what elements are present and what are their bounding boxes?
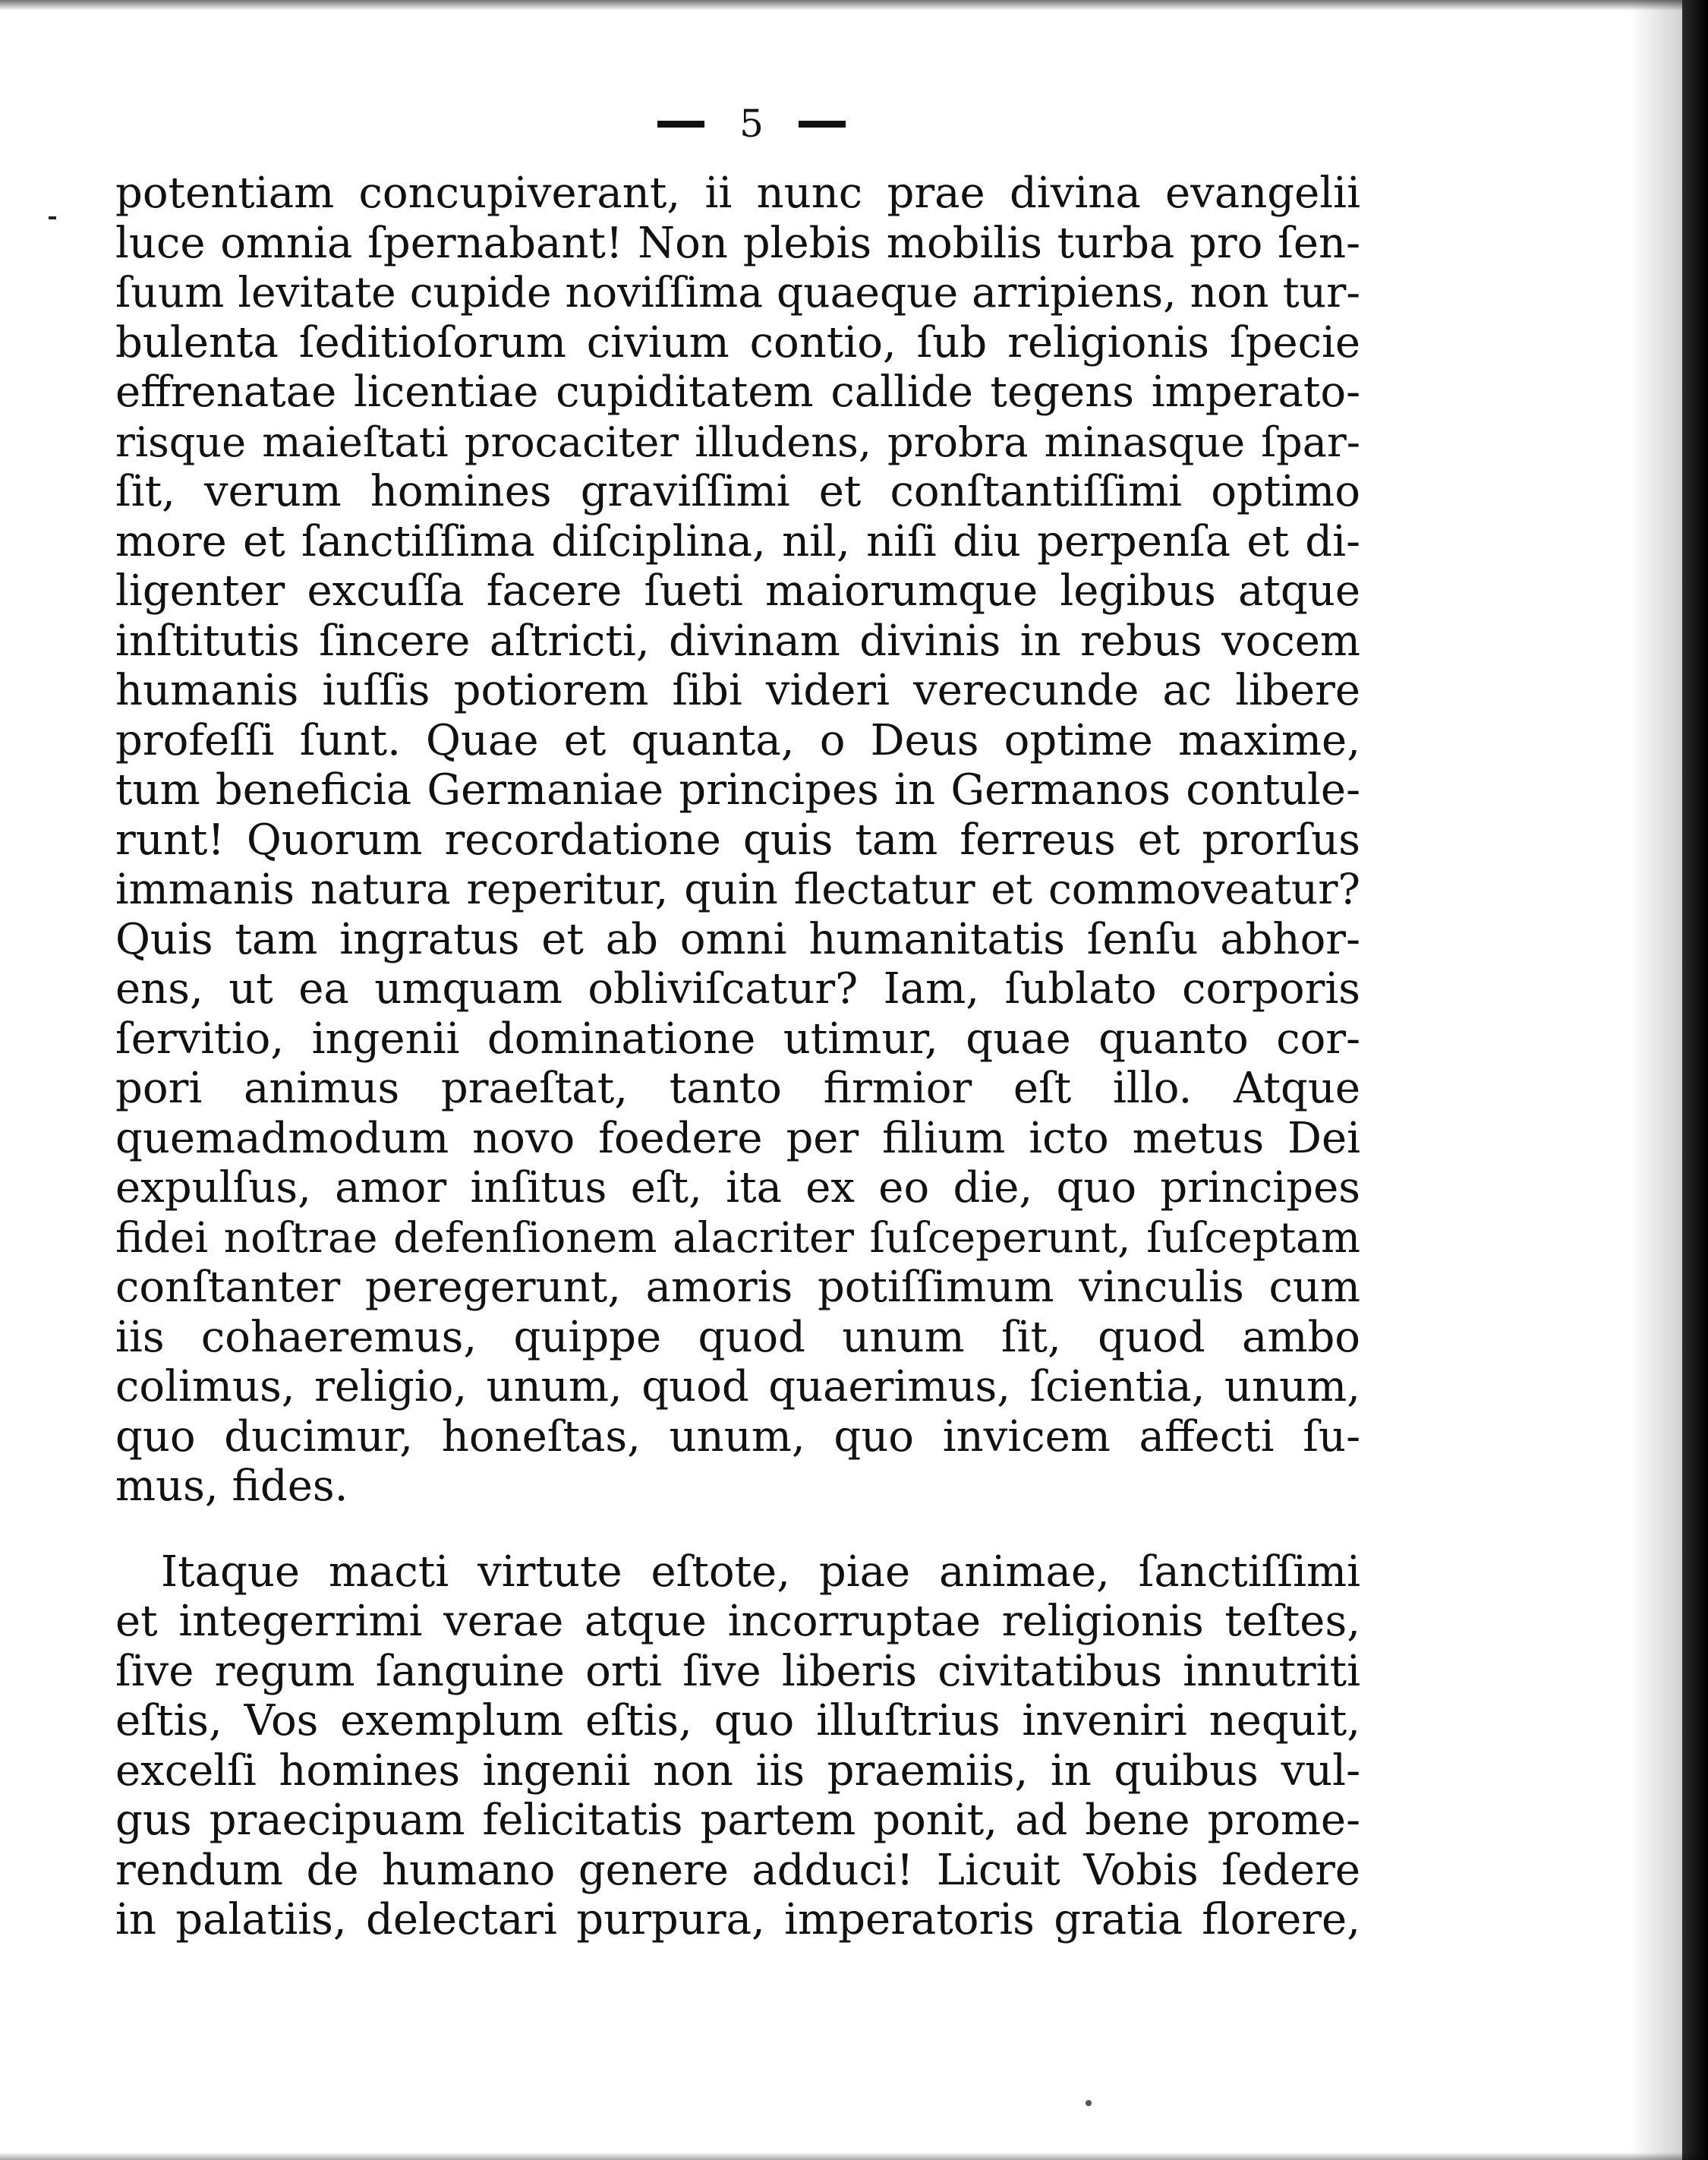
paragraph-2 — [115, 1547, 1360, 1945]
page-number: 5 — [739, 102, 764, 146]
scan-right-shadow — [1629, 0, 1682, 2160]
text-line: et integerrimi verae atque incorruptae religionis teſtes, — [115, 1597, 1360, 1646]
header-dash-left — [657, 121, 704, 128]
text-line: Itaque macti virtute eſtote, piae animae, ſanctiſſimi — [161, 1547, 1360, 1597]
text-line: mus, fides. — [115, 1462, 348, 1511]
body-text — [115, 169, 1360, 1945]
text-line: gus praecipuam felicitatis partem ponit, ad bene prome- — [115, 1796, 1360, 1845]
text-line: ligenter excuſſa facere ſueti maiorumque legibus atque — [115, 566, 1360, 616]
text-line: iis cohaeremus, quippe quod unum ſit, quod ambo — [115, 1312, 1360, 1362]
text-line: eſtis, Vos exemplum eſtis, quo illuſtrius inveniri nequit, — [115, 1696, 1360, 1745]
text-line: potentiam concupiverant, ii nunc prae divina evangelii — [115, 169, 1360, 218]
header-dash-right — [799, 121, 846, 128]
text-line: effrenatae licentiae cupiditatem callide tegens imperato- — [115, 367, 1360, 417]
text-line: ſit, verum homines graviſſimi et conſtantiſſimi optimo — [115, 467, 1360, 516]
text-line: profeſſi ſunt. Quae et quanta, o Deus optime maxime, — [115, 715, 1360, 765]
text-line: ſive regum ſanguine orti ſive liberis civitatibus innutriti — [115, 1646, 1360, 1696]
text-line: quemadmodum novo foedere per filium icto metus Dei — [115, 1113, 1360, 1163]
text-line: rendum de humano genere adduci! Licuit Vobis ſedere — [115, 1845, 1360, 1895]
text-line: inſtitutis ſincere aſtricti, divinam divinis in rebus vocem — [115, 616, 1360, 666]
text-line: humanis iuſſis potiorem ſibi videri verecunde ac libere — [115, 666, 1360, 715]
text-line: Quis tam ingratus et ab omni humanitatis ſenſu abhor- — [115, 914, 1360, 964]
text-line: excelſi homines ingenii non iis praemiis, in quibus vul- — [115, 1745, 1360, 1796]
text-line: ſuum levitate cupide noviſſima quaeque arripiens, non tur- — [115, 268, 1360, 317]
text-line: quo ducimur, honeſtas, unum, quo invicem affecti ſu- — [115, 1411, 1360, 1462]
text-line: ſervitio, ingenii dominatione utimur, quae quanto cor- — [115, 1014, 1360, 1064]
text-line: in palatiis, delectari purpura, imperatoris gratia florere, — [115, 1895, 1360, 1944]
text-line: risque maieſtati procaciter illudens, probra minasque ſpar- — [115, 418, 1360, 466]
text-line: conſtanter peregerunt, amoris potiſſimum vinculis cum — [115, 1263, 1360, 1312]
scan-right-edge — [1682, 0, 1708, 2160]
scan-top-edge — [0, 0, 1708, 11]
scan-bottom-edge — [0, 2152, 1708, 2160]
paper-speck — [1086, 2100, 1092, 2106]
text-line: colimus, religio, unum, quod quaerimus, ſcientia, unum, — [115, 1362, 1360, 1411]
margin-mark — [49, 216, 56, 219]
text-line: expulſus, amor inſitus eſt, ita ex eo die, quo principes — [115, 1163, 1360, 1212]
text-line: runt! Quorum recordatione quis tam ferreus et prorſus — [115, 815, 1360, 865]
text-line: fidei noſtrae defenſionem alacriter ſuſceperunt, ſuſceptam — [115, 1212, 1360, 1262]
text-line: more et ſanctiſſima diſciplina, nil, niſi diu perpenſa et di- — [115, 516, 1360, 566]
text-line: tum beneficia Germaniae principes in Germanos contule- — [115, 765, 1360, 815]
paragraph-1 — [115, 169, 1360, 1512]
text-line: bulenta ſeditioſorum civium contio, ſub religionis ſpecie — [115, 317, 1360, 367]
text-line: immanis natura reperitur, quin flectatur et commoveatur? — [115, 865, 1360, 913]
page-header — [600, 90, 903, 158]
text-line: pori animus praeſtat, tanto firmior eſt illo. Atque — [115, 1064, 1360, 1113]
text-line: luce omnia ſpernabant! Non plebis mobilis turba pro ſen- — [115, 218, 1360, 268]
text-line: ens, ut ea umquam obliviſcatur? Iam, ſublato corporis — [115, 964, 1360, 1014]
paragraph-gap — [115, 1512, 1360, 1547]
